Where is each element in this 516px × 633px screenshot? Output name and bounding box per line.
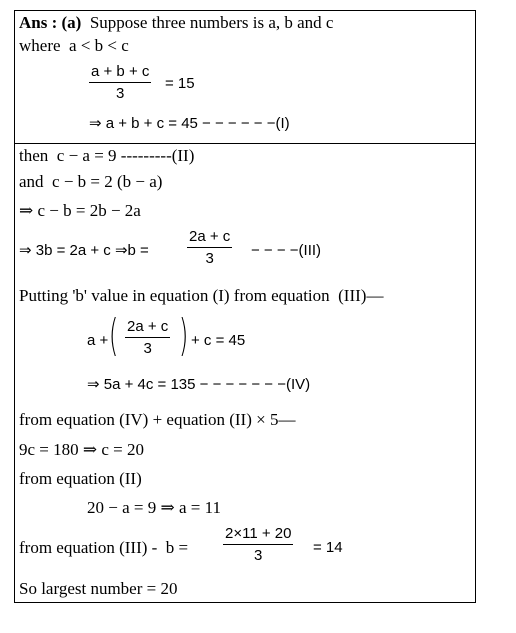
equation-i: ⇒ a + b + c = 45 − − − − − −(I) [89,115,290,132]
c-result-line: 9c = 180 ⇒ c = 20 [19,440,145,459]
equation-iii: − − − −(III) [251,242,322,259]
left-parenthesis: ( [108,310,119,361]
fraction-bar [187,247,232,248]
b-value-fraction [223,525,293,565]
combine-line: from equation (IV) + equation (II) × 5— [19,410,296,429]
fraction-bar [223,544,293,545]
answer-box [14,10,476,144]
sum-fraction-denominator: 3 [116,85,125,102]
relation-line: and c − b = 2 (b − a) [19,172,163,191]
b-fraction-numerator: 2a + c [189,228,231,245]
sum-fraction-rhs: = 15 [165,75,195,92]
substituted-fraction-numerator: 2a + c [127,318,169,335]
answer-label: Ans : (a) [19,13,82,32]
answer-line [19,13,333,33]
substituted-fraction-denominator: 3 [143,340,152,357]
b-value-fraction-denominator: 3 [254,547,263,564]
equation-iv: ⇒ 5a + 4c = 135 − − − − − − −(IV) [87,376,311,393]
step-line-3: ⇒ c − b = 2b − 2a [19,201,141,220]
step-line-4-lhs: ⇒ 3b = 2a + c ⇒b = [19,242,149,259]
solution-box [14,143,476,603]
equation-ii: then c − a = 9 ---------(II) [19,146,195,165]
step-line-6-lhs: a + [87,332,109,349]
substitution-line: Putting 'b' value in equation (I) from equation (III)— [19,286,384,305]
b-fraction [187,228,232,268]
from-equation-ii-line: from equation (II) [19,469,142,488]
answer-intro: Suppose three numbers is a, b and c [89,13,334,32]
b-result-rhs: = 14 [313,539,343,556]
sum-fraction-numerator: a + b + c [91,63,150,80]
right-parenthesis: ) [178,310,189,361]
conclusion-line: So largest number = 20 [19,579,178,598]
b-fraction-denominator: 3 [205,250,214,267]
step-line-6-rhs: + c = 45 [191,332,246,349]
a-result-line: 20 − a = 9 ⇒ a = 11 [87,498,221,517]
fraction-bar [89,82,151,83]
b-result-lhs: from equation (III) - b = [19,538,189,557]
condition-line: where a < b < c [19,36,129,55]
fraction-bar [125,337,170,338]
substituted-fraction [125,318,170,358]
b-value-fraction-numerator: 2×11 + 20 [225,525,292,542]
sum-fraction [89,63,151,103]
